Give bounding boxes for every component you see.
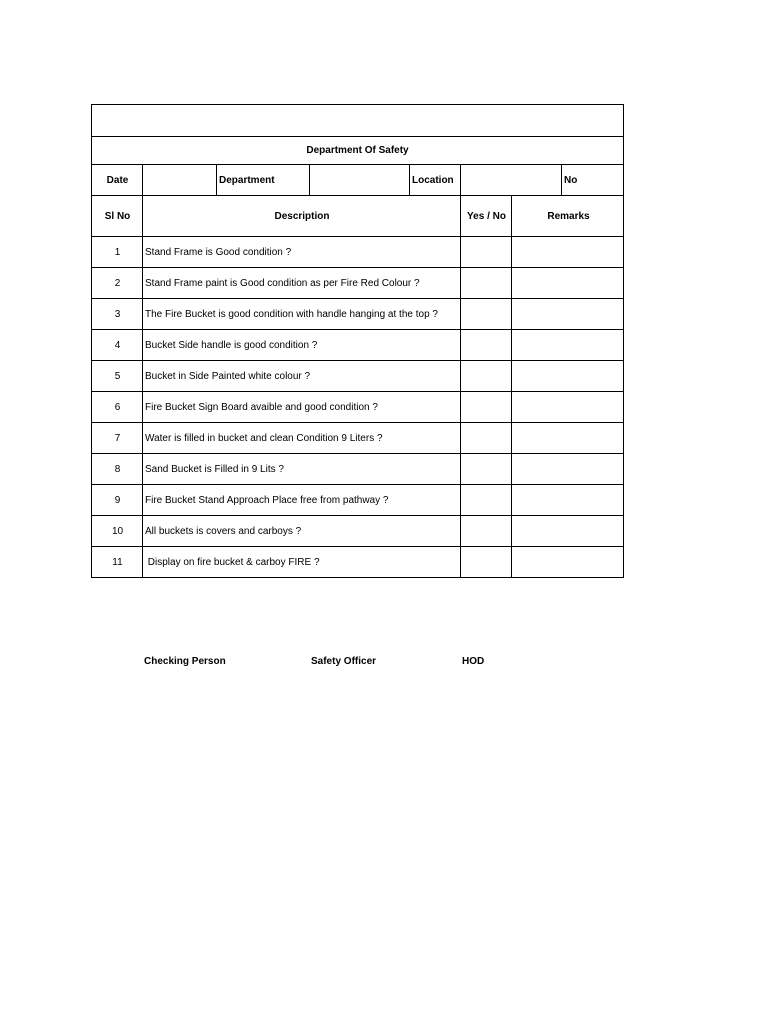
sl-no-cell: 9 — [114, 494, 121, 506]
blank-header-row — [92, 105, 623, 137]
table-row — [92, 299, 623, 330]
remarks-cell[interactable] — [511, 330, 625, 360]
info-row — [92, 165, 623, 196]
table-row — [92, 485, 623, 516]
date-label: Date — [106, 174, 129, 186]
department-label: Department — [216, 165, 310, 195]
table-row — [92, 268, 623, 299]
table-row — [92, 423, 623, 454]
department-field[interactable] — [309, 165, 410, 195]
remarks-cell[interactable] — [511, 237, 625, 267]
date-field[interactable] — [142, 165, 217, 195]
column-header-remarks: Remarks — [511, 196, 625, 236]
yes-no-cell[interactable] — [460, 423, 512, 453]
column-header-yes-no: Yes / No — [460, 196, 512, 236]
yes-no-cell[interactable] — [460, 299, 512, 329]
yes-no-cell[interactable] — [460, 454, 512, 484]
table-row — [92, 454, 623, 485]
sl-no-cell: 7 — [114, 432, 121, 444]
title-row — [92, 137, 623, 165]
column-header-sl-no: Sl No — [104, 210, 131, 222]
table-row — [92, 547, 623, 577]
hod-signature-label: HOD — [462, 656, 485, 667]
description-cell: Fire Bucket Sign Board avaible and good condition ? — [142, 392, 461, 422]
remarks-cell[interactable] — [511, 268, 625, 298]
yes-no-cell[interactable] — [460, 547, 512, 577]
remarks-cell[interactable] — [511, 547, 625, 577]
blank-header-cell — [92, 105, 623, 136]
checking-person-signature-label: Checking Person — [144, 656, 226, 667]
sl-no-cell: 11 — [112, 556, 123, 568]
yes-no-cell[interactable] — [460, 392, 512, 422]
column-header-description: Description — [142, 196, 461, 236]
table-row — [92, 361, 623, 392]
fire-bucket-checklist-table — [91, 104, 624, 578]
sl-no-cell: 5 — [114, 370, 121, 382]
yes-no-cell[interactable] — [460, 330, 512, 360]
remarks-cell[interactable] — [511, 299, 625, 329]
table-row — [92, 237, 623, 268]
sl-no-cell: 4 — [114, 339, 121, 351]
description-cell: The Fire Bucket is good condition with handle hanging at the top ? — [142, 299, 461, 329]
sl-no-cell: 1 — [114, 246, 121, 258]
sl-no-cell: 6 — [114, 401, 121, 413]
column-header-row — [92, 196, 623, 237]
description-cell: All buckets is covers and carboys ? — [142, 516, 461, 546]
description-cell: Water is filled in bucket and clean Condition 9 Liters ? — [142, 423, 461, 453]
description-cell: Fire Bucket Stand Approach Place free from pathway ? — [142, 485, 461, 515]
sl-no-cell: 3 — [114, 308, 121, 320]
no-label: No — [561, 165, 625, 195]
table-row — [92, 330, 623, 361]
description-cell: Bucket Side handle is good condition ? — [142, 330, 461, 360]
description-cell: Sand Bucket is Filled in 9 Lits ? — [142, 454, 461, 484]
remarks-cell[interactable] — [511, 454, 625, 484]
table-row — [92, 392, 623, 423]
remarks-cell[interactable] — [511, 423, 625, 453]
yes-no-cell[interactable] — [460, 516, 512, 546]
yes-no-cell[interactable] — [460, 268, 512, 298]
form-title: Department Of Safety — [306, 145, 409, 156]
yes-no-cell[interactable] — [460, 237, 512, 267]
remarks-cell[interactable] — [511, 485, 625, 515]
table-row — [92, 516, 623, 547]
yes-no-cell[interactable] — [460, 361, 512, 391]
sl-no-cell: 10 — [111, 525, 124, 537]
description-cell: Display on fire bucket & carboy FIRE ? — [142, 547, 461, 577]
yes-no-cell[interactable] — [460, 485, 512, 515]
sl-no-cell: 8 — [114, 463, 121, 475]
description-cell: Stand Frame is Good condition ? — [142, 237, 461, 267]
sl-no-cell: 2 — [114, 277, 121, 289]
safety-officer-signature-label: Safety Officer — [311, 656, 377, 667]
description-cell: Stand Frame paint is Good condition as per Fire Red Colour ? — [142, 268, 461, 298]
remarks-cell[interactable] — [511, 516, 625, 546]
location-field[interactable] — [460, 165, 562, 195]
remarks-cell[interactable] — [511, 392, 625, 422]
remarks-cell[interactable] — [511, 361, 625, 391]
location-label: Location — [409, 165, 461, 195]
description-cell: Bucket in Side Painted white colour ? — [142, 361, 461, 391]
